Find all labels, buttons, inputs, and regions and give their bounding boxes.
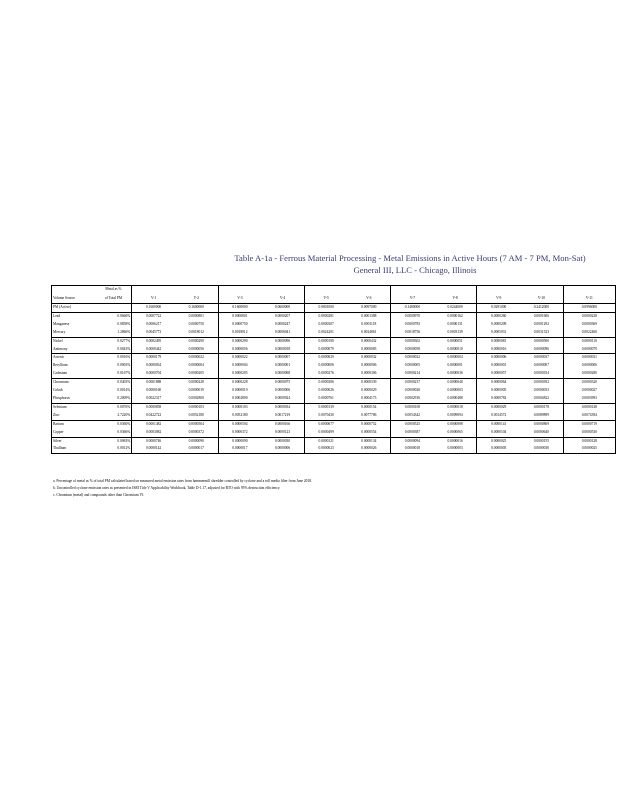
- row-metal-pct: 0.0360%: [96, 420, 132, 428]
- cell-v-9: 0.0014572: [477, 412, 520, 420]
- cell-v-2: 0.0000290: [175, 337, 218, 345]
- cell-v-2: 0.0000228: [175, 379, 218, 387]
- cell-v-1: 0.0000179: [132, 354, 175, 362]
- column-header-v-10: V-10: [520, 294, 563, 304]
- cell-v-4: 0.0000924: [274, 395, 291, 400]
- volume-source-header: Volume Source: [52, 294, 96, 304]
- table-row: [52, 312, 616, 320]
- cell-v-8: 0.0000040: [434, 379, 477, 387]
- row-metal-pct: 0.0063%: [96, 437, 132, 445]
- cell-v-3: 0.0000019: [218, 387, 261, 395]
- cell-v-8: 0.0000003: [447, 388, 463, 393]
- cell-v-10: 0.0004822: [533, 395, 549, 400]
- cell-v-11: 0.0000369: [563, 321, 615, 329]
- column-header-v-1: V-1: [132, 294, 175, 304]
- cell-v-4: 0.0000207: [261, 312, 304, 320]
- cell-v-5: 0.0000306: [304, 379, 347, 387]
- cell-v-7: 0.0000108: [391, 403, 434, 411]
- cell-v-11: 0.0003993: [563, 395, 615, 403]
- cell-v-7: 0.0000005: [391, 362, 434, 370]
- cell-v-11: 0.0000079: [563, 346, 615, 354]
- cell-v-10: 0.0031523: [533, 329, 549, 334]
- cell-v-8: 0.0000018: [434, 403, 477, 411]
- cell-v-9: 0.0000104: [477, 429, 520, 437]
- cell-v-4: 0.0000123: [274, 429, 291, 434]
- row-source: Beryllium: [53, 363, 68, 368]
- cell-v-11: 0.0000148: [563, 403, 615, 411]
- cell-v-5: 0.0000677: [304, 420, 347, 428]
- cell-v-8: 0.0000162: [434, 312, 477, 320]
- cell-v-7: 0.0000018: [391, 445, 434, 453]
- row-source: Thallium: [53, 446, 67, 451]
- cell-v-3: 0.0000103: [218, 403, 261, 411]
- cell-v-1: 0.0003082: [132, 429, 175, 437]
- column-header-v-3: V-3: [218, 294, 261, 304]
- cell-v-3: 0.0000022: [218, 354, 261, 362]
- cell-v-1: 0.0002495: [132, 337, 175, 345]
- note-b: b. Uncontrolled cyclone emission rates as presented in ISRI Title V Applicability Workbook, Table D-1.17, adjusted for RTO with 95% destruction efficiency.: [53, 486, 281, 491]
- cell-v-11: 0.0000110: [563, 337, 615, 345]
- cell-v-10: 0.0000037: [520, 354, 563, 362]
- cell-v-11: 0.0074394: [563, 412, 615, 420]
- cell-v-4: 0.0000247: [274, 321, 291, 326]
- table-row: [52, 437, 616, 445]
- cell-v-4: 0.0017219: [274, 412, 291, 417]
- row-metal-pct: 0.0012%: [117, 446, 131, 451]
- cell-v-4: 0.0000030: [261, 437, 304, 445]
- cell-v-5: 0.0000023: [304, 445, 347, 453]
- table-row: [52, 412, 616, 420]
- cell-v-8: 0.0244000: [434, 304, 477, 313]
- cell-v-10: 0.0000178: [520, 403, 563, 411]
- cell-v-4: 0.0006941: [274, 329, 291, 334]
- cell-v-11: 0.0000320: [563, 379, 615, 387]
- cell-v-6: 0.0077786: [361, 412, 377, 417]
- cell-v-5: 0.0801000: [304, 304, 347, 313]
- cell-v-3: 0.0052180: [218, 412, 261, 420]
- table-row: [52, 337, 616, 345]
- cell-v-9: 0.0000006: [477, 354, 520, 362]
- cell-v-8: 0.0000016: [434, 437, 477, 445]
- cell-v-4: 0.0600000: [261, 304, 304, 313]
- cell-v-1: 0.0000160: [132, 387, 175, 395]
- cell-v-6: 0.0000134: [347, 437, 390, 445]
- cell-v-4: 0.0000007: [261, 354, 304, 362]
- cell-v-2: 0.0000750: [188, 321, 204, 326]
- row-source: Zinc: [53, 412, 60, 417]
- cell-v-10: 0.0000033: [533, 388, 549, 393]
- table-row: [52, 354, 616, 362]
- cell-v-4: 0.0000075: [261, 379, 304, 387]
- cell-v-6: 0.0004173: [361, 395, 377, 400]
- cell-v-9: 0.0000005: [477, 387, 520, 395]
- cell-v-2: 0.0000103: [175, 403, 218, 411]
- metal-pct-header-line1: Metal as %: [105, 287, 122, 292]
- cell-v-7: 0.1480000: [391, 304, 434, 313]
- cell-v-6: 0.0001388: [347, 312, 390, 320]
- row-metal-pct: 1.2866%: [117, 329, 131, 334]
- cell-v-11: 0.0000128: [563, 437, 615, 445]
- cell-v-5: 0.0000761: [304, 395, 347, 403]
- cell-v-5: 0.0000307: [304, 321, 347, 329]
- cell-v-5: 0.0024201: [304, 329, 347, 337]
- cell-v-11: 0.0000025: [563, 445, 615, 453]
- table-subtitle: General III, LLC - Chicago, Illinois: [353, 265, 477, 275]
- row-metal-pct: 0.0858%: [117, 321, 131, 326]
- cell-v-4: 0.0000006: [274, 446, 291, 451]
- cell-v-8: 0.0000065: [447, 429, 463, 434]
- cell-v-1: 0.0000142: [132, 445, 175, 453]
- cell-v-8: 0.0000131: [447, 321, 463, 326]
- cell-v-3: 0.0000004: [218, 362, 261, 370]
- cell-v-1: 0.0001888: [132, 379, 175, 387]
- table-row: [52, 420, 616, 428]
- table-row: [52, 445, 616, 453]
- cell-v-8: 0.0000001: [447, 363, 463, 368]
- header-row-2: [52, 294, 616, 304]
- cell-v-10: 0.0000007: [533, 363, 549, 368]
- cell-v-2: 0.0002800: [188, 395, 204, 400]
- cell-v-7: 0.0054342: [391, 412, 434, 420]
- row-source: Selenium: [52, 403, 96, 411]
- cell-v-11: 0.0996000: [563, 304, 615, 313]
- cell-v-2: 0.0000504: [175, 420, 218, 428]
- cell-v-10: 0.0089899: [533, 412, 549, 417]
- cell-v-6: 0.0000029: [361, 388, 377, 393]
- table-notes: [53, 478, 312, 500]
- cell-v-2: 0.0000022: [175, 354, 218, 362]
- row-metal-pct: 0.0014%: [117, 388, 131, 393]
- row-source: Antimony: [53, 346, 68, 351]
- row-metal-pct: 0.0076%: [96, 403, 132, 411]
- cell-v-2: 0.1600000: [175, 304, 218, 313]
- row-source: Chromium: [52, 379, 96, 387]
- cell-v-2: 0.0000090: [175, 437, 218, 445]
- cell-v-10: 0.0000500: [520, 337, 563, 345]
- table-row: [52, 346, 616, 354]
- metal-pct-header-line2: of Total PM: [96, 294, 132, 304]
- cell-v-11: 0.0000006: [563, 362, 615, 370]
- cell-v-7: 0.0000970: [391, 312, 434, 320]
- cell-v-4: 0.0000096: [261, 337, 304, 345]
- cell-v-3: 0.0002800: [218, 395, 261, 403]
- cell-v-3: 0.0000205: [218, 370, 261, 378]
- cell-v-2: 0.0000205: [188, 371, 204, 376]
- note-c: c. Chromium (metal) and compounds other than Chromium VI.: [53, 493, 145, 498]
- row-metal-pct: 0.0666%: [96, 312, 132, 320]
- cell-v-1: 0.0000442: [132, 346, 175, 354]
- cell-v-1: 0.0000858: [132, 403, 175, 411]
- cell-v-10: 0.0000392: [520, 379, 563, 387]
- column-header-v-4: V-4: [261, 294, 304, 304]
- cell-v-1: 0.1600000: [132, 304, 175, 313]
- cell-v-6: 0.0024861: [361, 329, 377, 334]
- cell-v-5: 0.0000026: [304, 387, 347, 395]
- row-source: Barium: [52, 420, 96, 428]
- cell-v-11: 0.0000719: [563, 420, 615, 428]
- row-metal-pct: [96, 304, 132, 313]
- table-row: [52, 395, 616, 403]
- cell-v-8: 0.0000051: [434, 337, 477, 345]
- row-metal-pct: 0.0016%: [96, 354, 132, 362]
- cell-v-9: 0.0000029: [477, 403, 520, 411]
- column-header-v-8: V-8: [434, 294, 477, 304]
- cell-v-3: 0.0000228: [218, 379, 261, 387]
- cell-v-9: 0.0000064: [477, 379, 520, 387]
- cell-v-1: 0.0022317: [132, 395, 175, 403]
- table-row: [52, 429, 616, 437]
- row-source: Manganese: [53, 321, 70, 326]
- table-row: [52, 362, 616, 370]
- cell-v-5: 0.0000121: [304, 437, 347, 445]
- emissions-table-body: [52, 286, 616, 454]
- cell-v-10: 0.0001292: [533, 321, 549, 326]
- cell-v-10: 0.0000096: [533, 346, 549, 351]
- cell-v-5: 0.0000006: [304, 362, 347, 370]
- cell-v-5: 0.0000281: [304, 312, 347, 320]
- cell-v-5: 0.0000029: [304, 354, 347, 362]
- row-metal-pct: 0.0277%: [96, 337, 132, 345]
- cell-v-7: 0.0000387: [391, 429, 434, 437]
- row-source: PM (Active): [52, 304, 96, 313]
- cell-v-9: 0.0000782: [477, 395, 520, 403]
- row-source: Cadmium: [53, 371, 68, 376]
- cell-v-2: 0.0018012: [188, 329, 204, 334]
- row-source: Nickel: [52, 337, 96, 345]
- cell-v-8: 0.0000010: [447, 346, 463, 351]
- table-row: [52, 329, 616, 337]
- cell-v-9: 0.0005031: [477, 329, 520, 337]
- row-source: Mercury: [53, 329, 66, 334]
- cell-v-5: 0.0000276: [304, 370, 347, 378]
- cell-v-1: 0.0001482: [132, 420, 175, 428]
- cell-v-3: 0.0000090: [218, 437, 261, 445]
- cell-v-7: 0.0000237: [391, 379, 434, 387]
- cell-v-6: 0.0000339: [347, 379, 390, 387]
- cell-v-11: 0.0000031: [563, 354, 615, 362]
- cell-v-7: 0.0002916: [391, 395, 434, 403]
- row-source: Arsenic: [52, 354, 96, 362]
- cell-v-1: 0.0045773: [132, 329, 175, 337]
- cell-v-4: 0.0000001: [274, 363, 291, 368]
- cell-v-1: 0.0422722: [132, 412, 175, 420]
- cell-v-9: 0.0291000: [477, 304, 520, 313]
- cell-v-9: 0.0000209: [477, 321, 520, 329]
- cell-v-8: 0.0000004: [434, 354, 477, 362]
- table-row: [52, 370, 616, 378]
- cell-v-8: 0.0000003: [447, 446, 463, 451]
- cell-v-2: 0.0052180: [188, 412, 204, 417]
- cell-v-8: 0.0000488: [447, 395, 463, 400]
- cell-v-7: 0.0000783: [391, 321, 434, 329]
- note-a: a. Percentage of metal as % of total PM calculated based on measured metal emission rates from hammermill shredder controlled by cyclone and a roll media filter from June 2018.: [53, 479, 312, 483]
- cell-v-6: 0.0097000: [347, 304, 390, 313]
- row-metal-pct: 0.0043%: [117, 346, 131, 351]
- cell-v-8: 0.0000036: [447, 371, 463, 376]
- cell-v-3: 0.0018012: [218, 329, 261, 337]
- cell-v-7: 0.0000022: [391, 354, 434, 362]
- cell-v-10: 0.0000354: [533, 371, 549, 376]
- cell-v-4: 0.0000166: [261, 420, 304, 428]
- cell-v-3: 0.0000801: [218, 312, 261, 320]
- cell-v-9: 0.0000081: [477, 337, 520, 345]
- cell-v-5: 0.0070430: [304, 412, 347, 420]
- row-source: Phosphorus: [53, 395, 70, 400]
- cell-v-11: 0.0000228: [563, 312, 615, 320]
- cell-v-6: 0.0000554: [361, 429, 377, 434]
- cell-v-6: 0.0000752: [347, 420, 390, 428]
- cell-v-4: 0.0000006: [274, 388, 291, 393]
- cell-v-7: 0.0000094: [391, 437, 434, 445]
- cell-v-5: 0.0000499: [304, 429, 347, 437]
- table-row: [52, 403, 616, 411]
- cell-v-7: 0.0000302: [391, 337, 434, 345]
- cell-v-3: 0.0000504: [218, 420, 261, 428]
- cell-v-6: 0.0000306: [361, 371, 377, 376]
- table-row: [52, 387, 616, 395]
- table-row: [52, 304, 616, 313]
- cell-v-3: 0.0000056: [218, 346, 261, 354]
- cell-v-2: 0.0000004: [188, 363, 204, 368]
- cell-v-4: 0.0000068: [274, 371, 291, 376]
- column-header-v-2: V-2: [175, 294, 218, 304]
- cell-v-8: 0.0000088: [434, 420, 477, 428]
- row-metal-pct: 0.0167%: [117, 371, 131, 376]
- cell-v-9: 0.0000025: [477, 437, 520, 445]
- cell-v-2: 0.0000056: [188, 346, 204, 351]
- cell-v-8: 0.0009094: [447, 412, 463, 417]
- cell-v-6: 0.0000432: [347, 337, 390, 345]
- cell-v-7: 0.0000058: [391, 346, 434, 354]
- emissions-table: [51, 285, 616, 454]
- cell-v-11: 0.0022460: [563, 329, 615, 337]
- row-source: Lead: [52, 312, 96, 320]
- cell-v-5: 0.0000139: [304, 403, 347, 411]
- cell-v-1: 0.0000746: [132, 437, 175, 445]
- cell-v-7: 0.0000214: [391, 370, 434, 378]
- cell-v-1: 0.0006217: [132, 321, 175, 329]
- cell-v-5: 0.0000190: [304, 337, 347, 345]
- cell-v-3: 0.0000017: [218, 445, 261, 453]
- cell-v-10: 0.2412000: [520, 304, 563, 313]
- cell-v-11: 0.0000027: [563, 387, 615, 395]
- cell-v-9: 0.0000141: [477, 420, 520, 428]
- cell-v-9: 0.0000016: [477, 346, 520, 354]
- row-metal-pct: 0.2009%: [117, 395, 131, 400]
- cell-v-1: 0.0007722: [132, 312, 175, 320]
- cell-v-6: 0.0001118: [361, 321, 377, 326]
- cell-v-9: 0.0000001: [477, 362, 520, 370]
- cell-v-3: 0.0000750: [218, 321, 261, 329]
- row-metal-pct: 0.0366%: [117, 429, 131, 434]
- column-header-v-11: V-11: [563, 294, 615, 304]
- column-header-v-5: V-5: [304, 294, 347, 304]
- row-source: Silver: [52, 437, 96, 445]
- table-row: [52, 379, 616, 387]
- row-source: Cobalt: [53, 388, 63, 393]
- cell-v-2: 0.0000372: [188, 429, 204, 434]
- row-metal-pct: 2.7220%: [117, 412, 131, 417]
- cell-v-10: 0.0000869: [520, 420, 563, 428]
- cell-v-7: 0.0018756: [391, 329, 434, 337]
- column-header-v-7: V-7: [391, 294, 434, 304]
- cell-v-10: 0.0000155: [520, 437, 563, 445]
- cell-v-4: 0.0000018: [274, 346, 291, 351]
- cell-v-6: 0.0000032: [347, 354, 390, 362]
- cell-v-6: 0.0000026: [361, 446, 377, 451]
- cell-v-4: 0.0000034: [261, 403, 304, 411]
- cell-v-9: 0.0000005: [477, 445, 520, 453]
- cell-v-7: 0.0000525: [391, 420, 434, 428]
- cell-v-10: 0.0000640: [533, 429, 549, 434]
- column-header-v-9: V-9: [477, 294, 520, 304]
- cell-v-6: 0.0000083: [361, 346, 377, 351]
- cell-v-3: 0.0000290: [218, 337, 261, 345]
- cell-v-1: 0.0000034: [132, 362, 175, 370]
- cell-v-6: 0.0000006: [361, 363, 377, 368]
- cell-v-9: 0.0000260: [477, 312, 520, 320]
- cell-v-11: 0.0000280: [563, 370, 615, 378]
- column-header-v-6: V-6: [347, 294, 390, 304]
- header-row-1: [52, 286, 616, 295]
- cell-v-9: 0.0000057: [477, 370, 520, 378]
- cell-v-6: 0.0000154: [347, 403, 390, 411]
- cell-v-2: 0.0000017: [188, 446, 204, 451]
- cell-v-3: 0.1600000: [218, 304, 261, 313]
- cell-v-7: 0.0000020: [391, 387, 434, 395]
- cell-v-10: 0.0001606: [520, 312, 563, 320]
- row-source: Copper: [53, 429, 64, 434]
- cell-v-10: 0.0000030: [533, 446, 549, 451]
- cell-v-5: 0.0000079: [304, 346, 347, 354]
- cell-v-3: 0.0000372: [218, 429, 261, 437]
- table-row: [52, 321, 616, 329]
- row-metal-pct: 0.0403%: [96, 379, 132, 387]
- cell-v-1: 0.0000704: [132, 370, 175, 378]
- table-title: Table A-1a - Ferrous Material Processing - Metal Emissions in Active Hours (7 AM - 7 PM, Mon-Sat): [234, 253, 586, 263]
- cell-v-2: 0.0000801: [175, 312, 218, 320]
- cell-v-2: 0.0000019: [188, 388, 204, 393]
- cell-v-11: 0.0000530: [563, 429, 615, 437]
- cell-v-8: 0.0003139: [447, 329, 463, 334]
- row-metal-pct: 0.0003%: [117, 363, 131, 368]
